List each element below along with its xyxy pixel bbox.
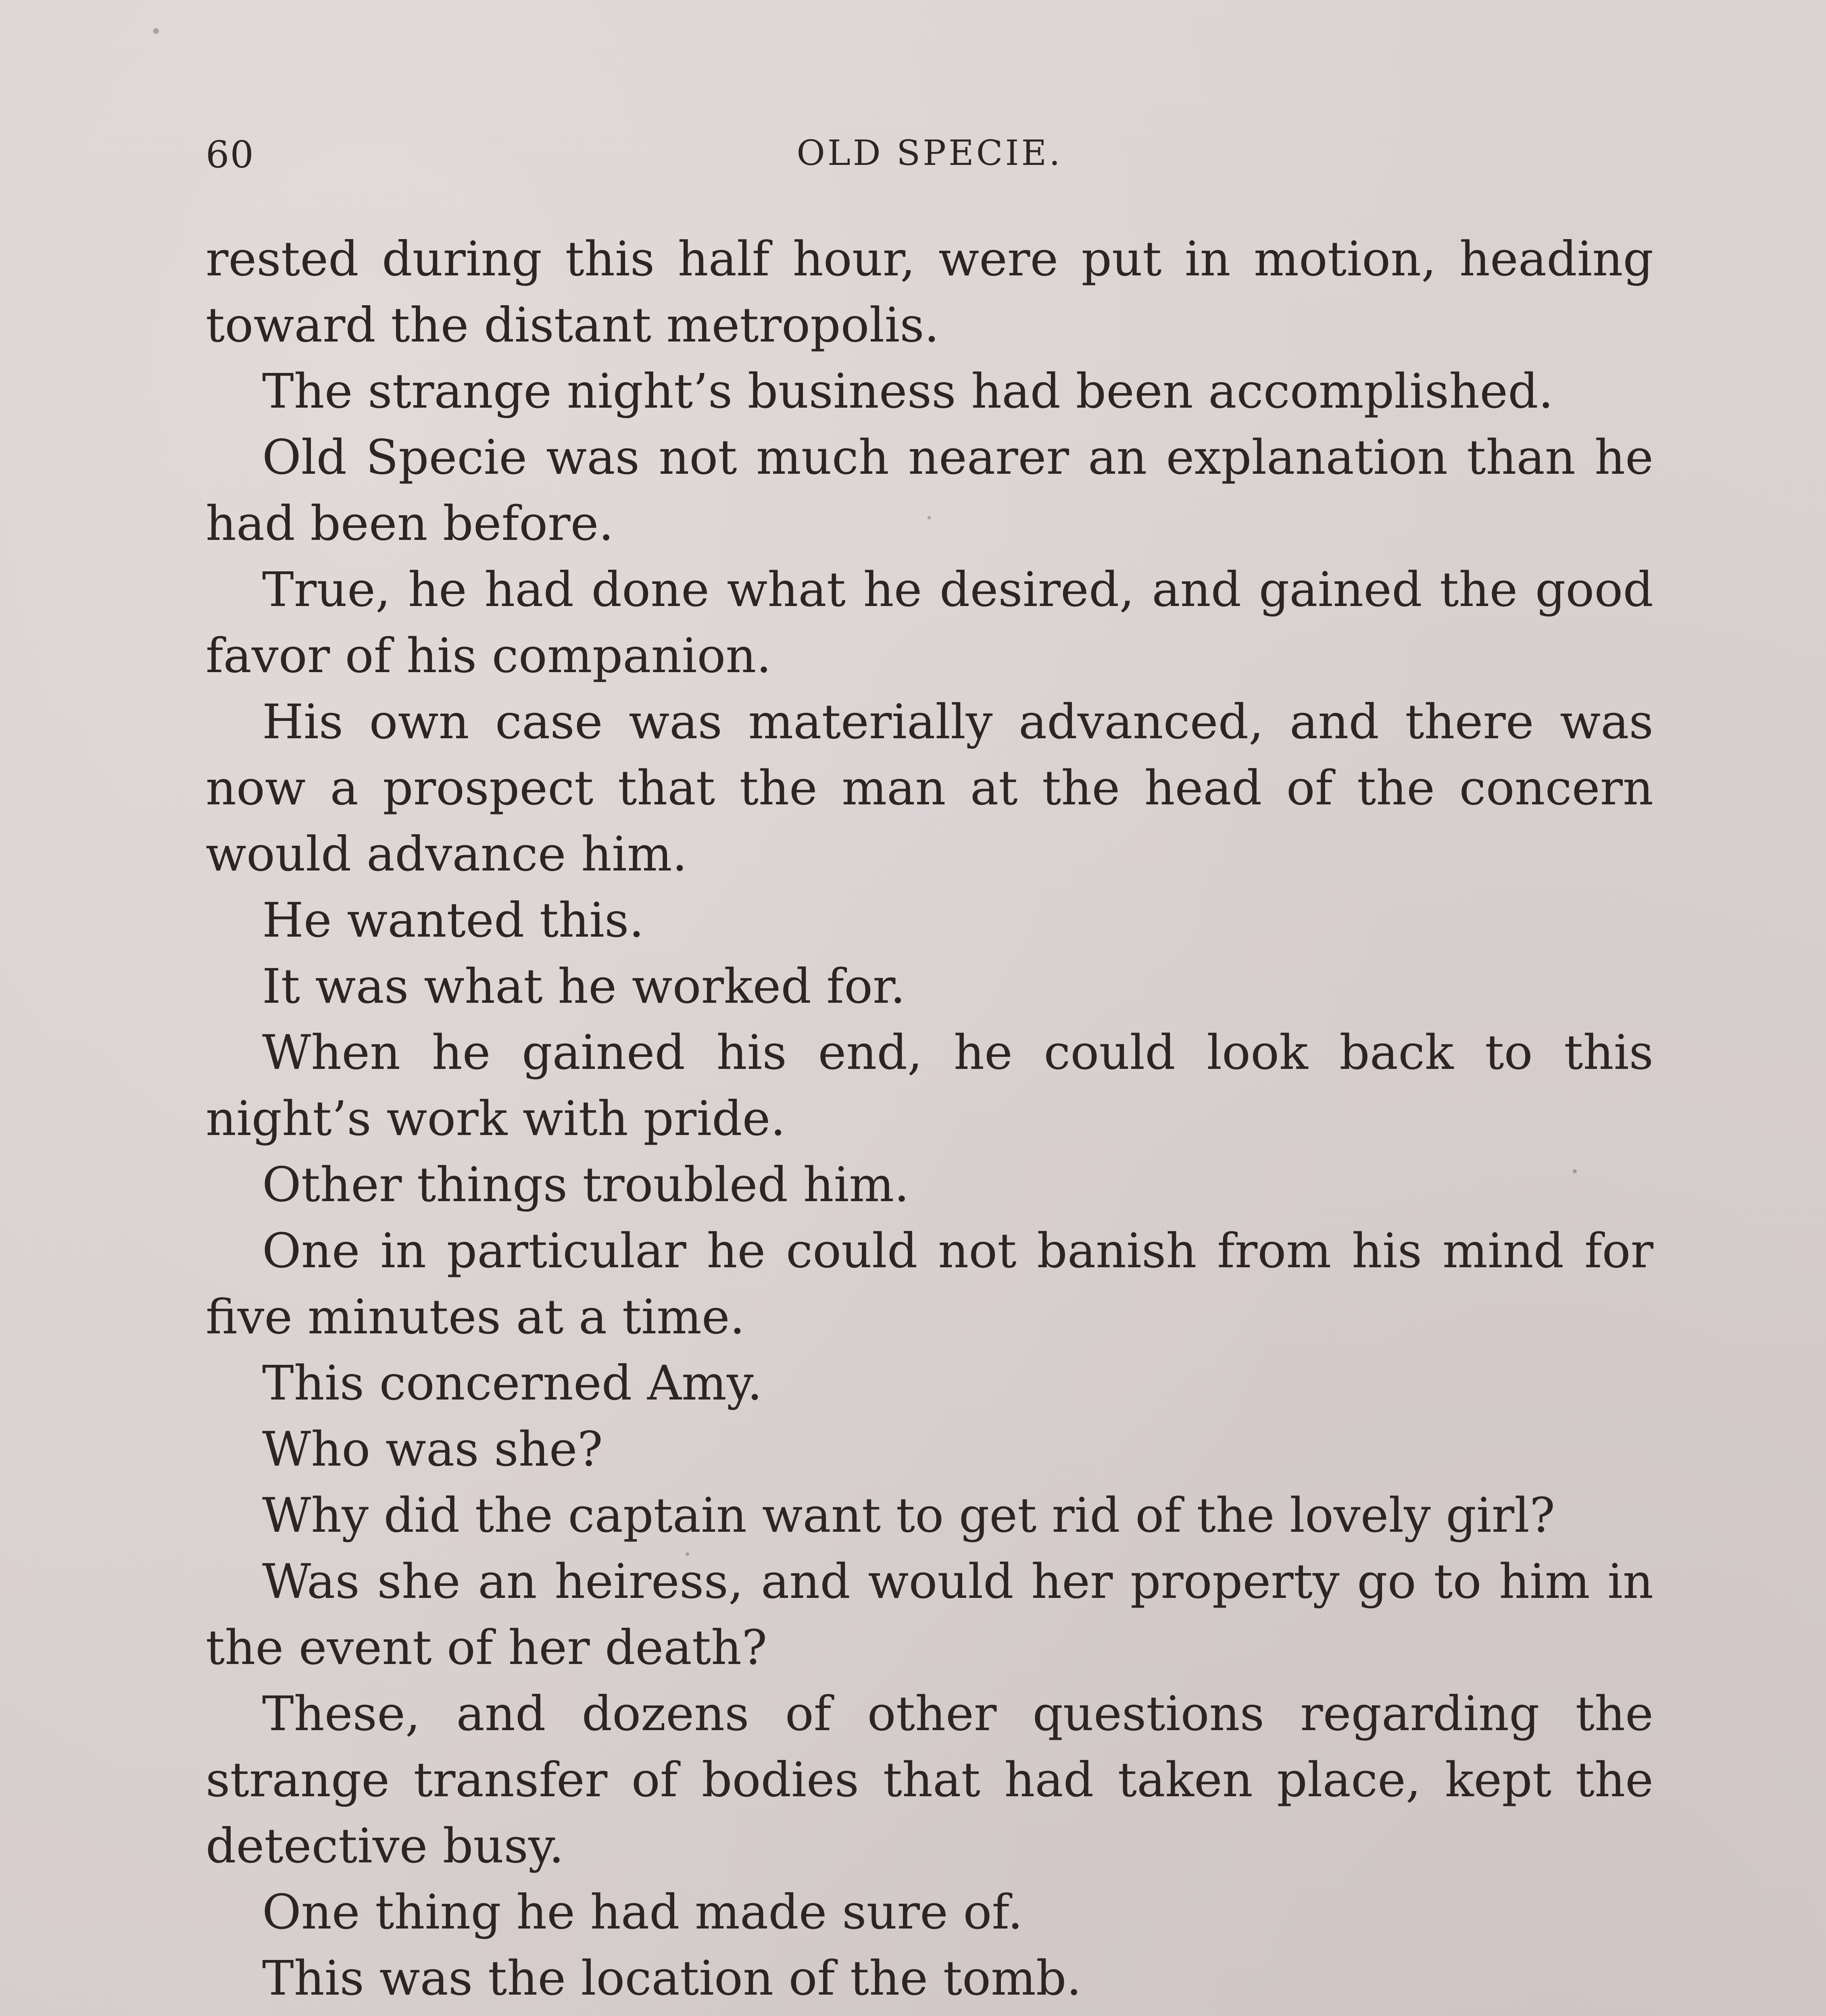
paragraph: rested during this half hour, were put in motion, heading toward the distant metropolis.	[206, 231, 1653, 353]
paragraph: It was what he worked for.	[262, 958, 906, 1014]
paragraph	[206, 2011, 1653, 2016]
paragraph: His own case was materially advanced, and there was now a prospect that the man at the head of the concern would advance him.	[206, 694, 1653, 882]
body-text	[206, 226, 1653, 2016]
paragraph: Was she an heiress, and would her property go to him in the event of her death?	[206, 1554, 1653, 1675]
paragraph: Who was she?	[262, 1421, 603, 1477]
paragraph: Old Specie was not much nearer an explanation than he had been before.	[206, 429, 1653, 551]
paper-speck	[153, 28, 159, 34]
paragraph: These, and dozens of other questions regarding the strange transfer of bodies that had taken place, kept the detective busy.	[206, 1686, 1653, 1874]
paragraph: Other things troubled him.	[262, 1157, 909, 1212]
paragraph: This concerned Amy.	[262, 1355, 763, 1411]
paragraph: The strange night’s business had been accomplished.	[262, 363, 1554, 419]
paragraph: He wanted this.	[262, 892, 644, 948]
running-head: OLD SPECIE.	[796, 133, 1063, 173]
paragraph: This was the location of the tomb.	[262, 1950, 1082, 2006]
paragraph: When he gained his end, he could look back to this night’s work with pride.	[206, 1025, 1653, 1146]
page-header	[206, 133, 1653, 190]
paragraph: One thing he had made sure of.	[262, 1884, 1023, 1940]
paragraph: One in particular he could not banish from his mind for five minutes at a time.	[206, 1223, 1653, 1345]
page-number: 60	[206, 133, 255, 176]
paragraph: True, he had done what he desired, and gained the good favor of his companion.	[206, 562, 1653, 683]
paragraph: Why did the captain want to get rid of the lovely girl?	[262, 1487, 1555, 1543]
